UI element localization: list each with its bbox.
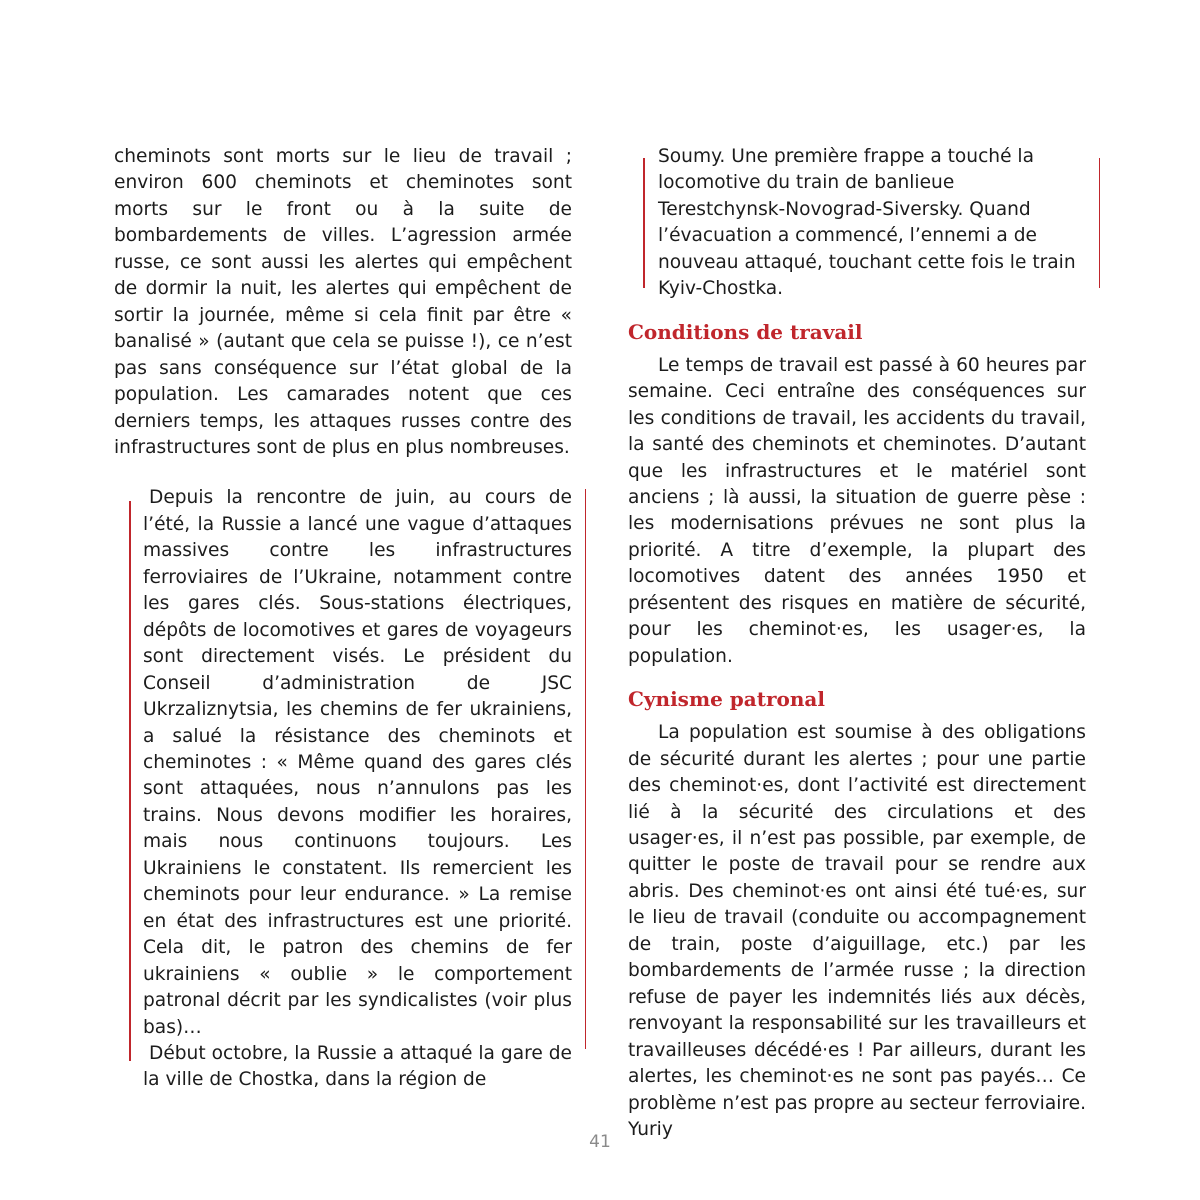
section-paragraph-conditions: Le temps de travail est passé à 60 heures par semaine. Ceci entraîne des conséquences sur les conditions de travail, les accidents du travail, la santé des cheminots et cheminotes. D’autant que les infrastructures et le matériel sont anciens ; là aussi, la situation de guerre pèse : les modernisations prévues ne sont plus la priorité. A titre d’exemple, la plupart des locomotives datent des années 1950 et présentent des risques en matière de sécurité, pour les cheminot·es, les usager·es, la population. — [628, 354, 1086, 667]
section-heading-conditions: Conditions de travail — [628, 319, 863, 344]
intro-paragraph: cheminots sont morts sur le lieu de travail ; environ 600 cheminots et cheminotes sont morts sur le front ou à la suite de bombardements de villes. L’agression armée russe, ce sont aussi les alertes qui empêchent de dormir la nuit, les alertes qui empêchent de sortir la journée, même si cela finit par être « banalisé » (autant que cela se puisse !), ce n’est pas sans conséquence sur l’état global de la population. Les camarades notent que ces derniers temps, les attaques russes contre des infrastructures sont de plus en plus nombreuses. — [114, 146, 572, 458]
section-paragraph-cynisme: La population est soumise à des obligations de sécurité durant les alertes ; pour une partie des cheminot·es, dont l’activité est directement lié à la sécurité des circulations et des usager·es, il n’est pas possible, par exemple, de quitter le poste de travail pour se rendre aux abris. Des cheminot·es ont ainsi été tué·es, sur le lieu de travail (conduite ou accompagnement de train, poste d’aiguillage, etc.) par les bombardements de l’armée russe ; la direction refuse de payer les indemnités liés aux décès, renvoyant la responsabilité sur les travailleurs et travailleuses décédé·es ! Par ailleurs, durant les alertes, les cheminot·es ne sont pas payés… Ce problème n’est pas propre au secteur ferroviaire. Yuriy — [628, 722, 1086, 1140]
quote-bar-left — [129, 501, 131, 1061]
quote-paragraph-1: Depuis la rencontre de juin, au cours de l’été, la Russie a lancé une vague d’attaques massives contre les infrastructures ferroviaires de l’Ukraine, notamment contre les gares clés. Sous-stations électriques, dépôts de locomotives et gares de voyageurs sont directement visés. Le président du Conseil d’administration de JSC Ukrzaliznytsia, les chemins de fer ukrainiens, a salué la résistance des cheminots et cheminotes : « Même quand des gares clés sont attaquées, nous n’annulons pas les trains. Nous devons modifier les horaires, mais nous continuons toujours. Les Ukrainiens le constatent. Ils remercient les cheminots pour leur endurance. » La remise en état des infrastructures est une priorité. Cela dit, le patron des chemins de fer ukrainiens « oublie » le comportement patronal décrit par les syndicalistes (voir plus bas)… — [143, 487, 572, 1038]
quote-bar-left — [643, 158, 645, 288]
quote-block-continued — [628, 144, 1086, 303]
page-number: 41 — [589, 1132, 611, 1152]
quote-block — [114, 485, 572, 1093]
quote-bar-right — [585, 489, 587, 1049]
left-column — [114, 144, 572, 1094]
quote-bar-right — [1099, 158, 1101, 288]
section-heading-cynisme: Cynisme patronal — [628, 687, 825, 712]
quote-paragraph-2: Début octobre, la Russie a attaqué la gare de la ville de Chostka, dans la région de — [143, 1042, 572, 1091]
right-column — [628, 144, 1086, 1143]
quote-continued-paragraph: Soumy. Une première frappe a touché la locomotive du train de banlieue Terestchynsk-Novograd-Siversky. Quand l’évacuation a commencé, l’ennemi a de nouveau attaqué, touchant cette fois le train Kyiv-Chostka. — [658, 146, 1076, 300]
